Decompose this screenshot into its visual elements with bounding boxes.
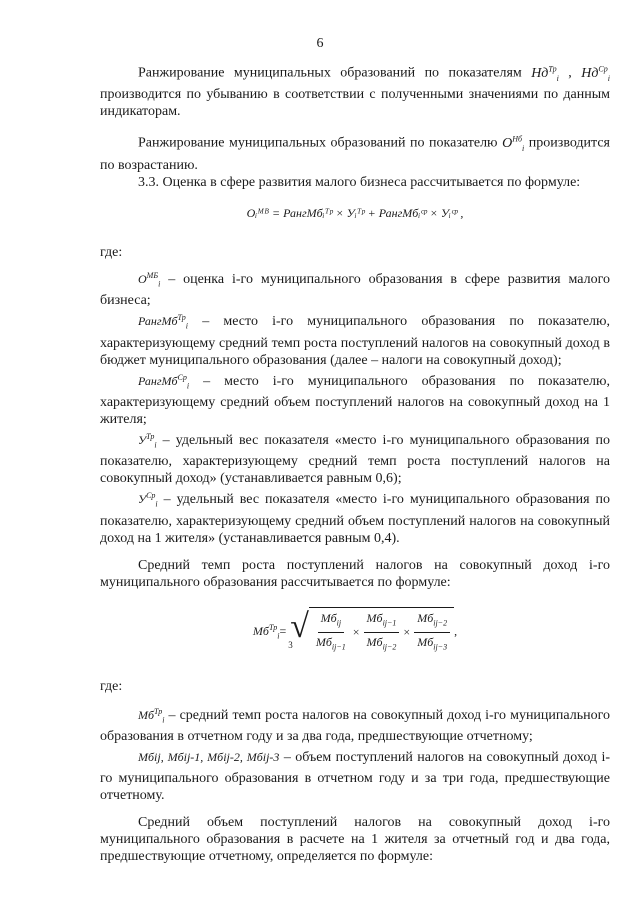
symbol-o-nb: $О^{Нб}_i$ <box>502 134 525 153</box>
definition-symbol: РангМб$^{Ср}_i$ <box>138 372 190 391</box>
definition-text: – место i-го муниципального образования по показателю, характеризующему средний объем поступлений налогов на совокупный доход на 1 жителя; <box>100 373 610 428</box>
where-label: где: <box>100 244 123 260</box>
times-sign: × <box>352 625 360 640</box>
definition-symbol: Мбij, Мбij-1, Мбij-2, Мбij-3 <box>138 750 280 765</box>
page-number: 6 <box>316 36 324 51</box>
fraction-1: $\frac{Мб_{ij}}{Мб_{ij-1}}$ <box>315 610 346 652</box>
paragraph-text: Ранжирование муниципальных образований по показателям <box>138 65 532 81</box>
definition-item <box>100 428 610 487</box>
paragraph-ranking-decrease: Ранжирование муниципальных образований по показателям $Нд^{Тр}_i$ , $Нд^{Ср}_i$ производится по убыванию в соответствии с полученными значениями по данным индикаторам. <box>100 64 610 120</box>
cube-root <box>290 607 454 656</box>
paragraph-text: производится по возрастанию. <box>100 136 610 173</box>
times-sign: × <box>403 625 411 640</box>
paragraph-average-volume-intro: Средний объем поступлений налогов на совокупный доход i-го муниципального образования в расчете на 1 жителя за отчетный год и два года, предшествующие отчетному, определяется по формуле: <box>100 815 610 865</box>
definition-item <box>100 487 610 546</box>
definitions-list-1 <box>100 267 610 547</box>
symbol-nd-sr: $Нд^{Ср}_i$ <box>581 64 610 83</box>
formula-lhs: $Мб^{Тр}_i$ <box>252 622 280 640</box>
equals-sign: = <box>279 623 287 638</box>
definition-symbol: $У^{Тр}_i$ <box>138 432 157 450</box>
fraction-3: $\frac{Мб_{ij-2}}{Мб_{ij-3}}$ <box>414 610 450 656</box>
definition-item <box>100 745 610 804</box>
definition-item <box>100 703 610 745</box>
formula-growth-rate <box>100 607 610 656</box>
definition-item <box>100 369 610 428</box>
definition-symbol: $О^{МБ}_i$ <box>138 270 161 289</box>
fraction-2: $\frac{Мб_{ij-1}}{Мб_{ij-2}}$ <box>364 610 400 656</box>
definition-symbol: РангМб$^{Тр}_i$ <box>138 313 189 331</box>
symbol-nd-tr: $Нд^{Тр}_i$ <box>531 64 559 83</box>
radicand <box>309 607 454 656</box>
radical-sign: 3 √ <box>288 607 309 650</box>
definition-text: – средний темп роста налогов на совокупный доход i-го муниципального образования в отчетном году и за два года, предшествующие отчетному; <box>100 707 610 745</box>
definition-text: – удельный вес показателя «место i-го муниципального образования по показателю, характеризующему средний темп роста поступлений налогов на совокупный доход» (устанавливается равным 0,6); <box>100 433 610 487</box>
definition-symbol: $У^{Ср}_i$ <box>138 491 158 509</box>
paragraph-text: Ранжирование муниципальных образований по показателю <box>138 136 503 152</box>
definition-text: – место i-го муниципального образования по показателю, характеризующему средний темп роста поступлений налогов на совокупный доход в бюджет муниципального образования (далее – налоги на совокупный доход); <box>100 314 610 368</box>
where-label-2: где: <box>100 678 123 694</box>
paragraph-growth-rate-intro: Средний темп роста поступлений налогов на совокупный доход i-го муниципального образования рассчитывается по формуле: <box>100 557 610 590</box>
document-body <box>100 60 610 865</box>
paragraph-text: производится по убыванию в соответствии с полученными значениями по данным индикаторам. <box>100 87 610 120</box>
paragraph-section-3-3: 3.3. Оценка в сфере развития малого бизнеса рассчитывается по формуле: <box>138 174 581 190</box>
formula-comma: , <box>454 623 458 638</box>
paragraph-ranking-increase <box>100 130 610 173</box>
definition-item <box>100 267 610 309</box>
definitions-list-2 <box>100 703 610 805</box>
definition-symbol: $Мб^{Тр}_i$ <box>138 706 165 725</box>
definition-text: – объем поступлений налогов на совокупный доход i-го муниципального образования в отчетном году и за три года, предшествующие отчетному. <box>100 750 610 804</box>
formula-small-business-score: Оᵢᴹᴮ = РангМбᵢᵀᵖ × Уᵢᵀᵖ + РангМбᵢᶜᵖ × Уᵢᶜᵖ , <box>246 205 464 220</box>
definition-item <box>100 309 610 368</box>
definition-text: – удельный вес показателя «место i-го муниципального образования по показателю, характеризующему средний объем поступлений налогов на совокупный доход на 1 жителя» (устанавливается равным 0,4). <box>100 492 610 546</box>
definition-text: – оценка i-го муниципального образования в сфере развития малого бизнеса; <box>100 271 610 309</box>
